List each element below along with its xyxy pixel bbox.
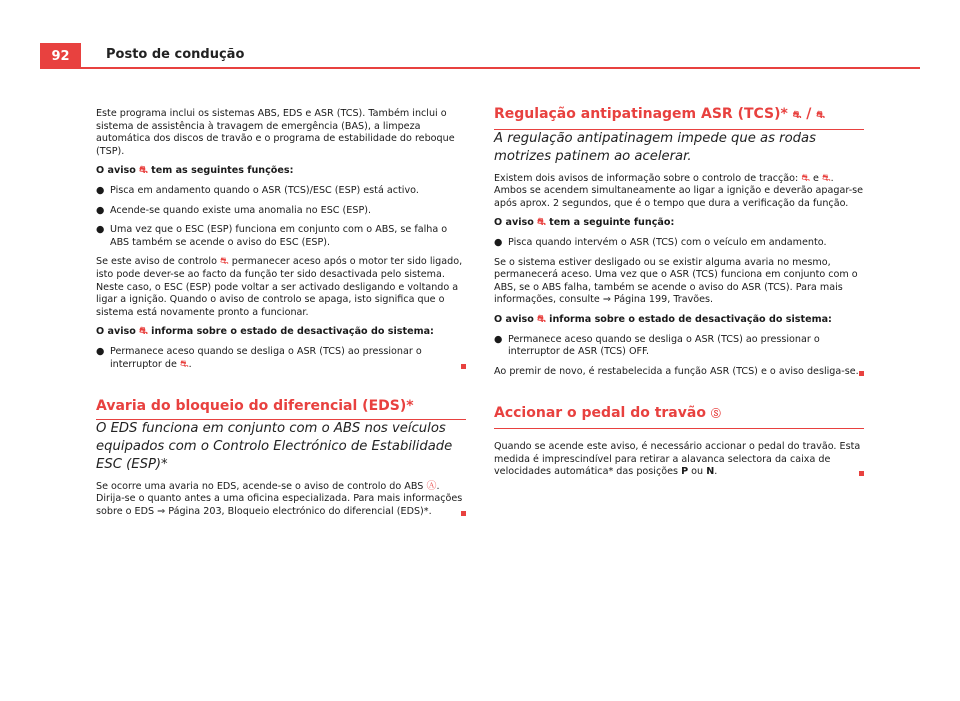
asr-paragraph-1: Existem dois avisos de informação sobre o controlo de tracção: ⛐ e ⛐. Ambos se acendem simultaneamente ao ligar a ignição e deverão apagar-se após aprox. 2 segundos, que é o tempo que dura a verificação da função. xyxy=(494,172,864,209)
functions-heading: O aviso ⛐ tem as seguintes funções: xyxy=(96,165,294,177)
asr-paragraph-3: Ao premir de novo, é restabelecida a função ASR (TCS) e o aviso desliga-se. xyxy=(494,366,864,379)
list-item: ● Pisca em andamento quando o ASR (TCS)/ESC (ESP) está activo. xyxy=(96,184,419,196)
section-title-brake: Accionar o pedal do travão Ⓢ xyxy=(494,407,864,429)
asr-off-icon: ⛐ xyxy=(816,110,825,121)
brake-paragraph: Quando se acende este aviso, é necessário accionar o pedal do travão. Esta medida é imprescindível para retirar a alavanca selectora da caixa de velocidades automática* das posições P ou N. xyxy=(494,441,864,479)
esc-warning-icon: ⛐ xyxy=(792,110,802,121)
end-mark xyxy=(859,371,864,376)
list-item: ● Permanece aceso quando se desliga o ASR (TCS) ao pressionar o interruptor de ASR (TCS) OFF. xyxy=(494,333,820,358)
end-mark xyxy=(461,511,466,516)
esc-warning-icon: ⛐ xyxy=(220,256,229,268)
control-paragraph: Se este aviso de controlo ⛐ permanecer aceso após o motor ter sido ligado, isto pode dever-se ao facto da função ter sido desactivada pelo sistema. Neste caso, o ESC (ESP) pode voltar a ser activado desligando e voltando a ligar a ignição. Quando o aviso de controlo se apaga, isto significa que o sistema está novamente pronto a funcionar. xyxy=(96,256,463,318)
end-mark xyxy=(461,364,466,369)
section-title-eds: Avaria do bloqueio do diferencial (EDS)* xyxy=(96,400,466,420)
off-heading: O aviso ⛐ informa sobre o estado de desactivação do sistema: xyxy=(96,326,434,338)
section-lead-eds: O EDS funciona em conjunto com o ABS nos veículos equipados com o Controlo Electrónico de Estabilidade ESC (ESP)* xyxy=(96,420,453,472)
esc-warning-icon: ⛐ xyxy=(139,165,148,177)
brake-pedal-icon: Ⓢ xyxy=(710,409,721,421)
asr-function-heading: O aviso ⛐ tem a seguinte função: xyxy=(494,217,675,229)
asr-off-icon: ⛐ xyxy=(537,313,546,325)
abs-icon: Ⓐ xyxy=(426,480,437,492)
esc-warning-icon: ⛐ xyxy=(537,217,546,229)
eds-paragraph: Se ocorre uma avaria no EDS, acende-se o aviso de controlo do ABS Ⓐ. Dirija-se o quanto antes a uma oficina especializada. Para mais informações sobre o EDS ⇒ Página 203, Bloqueio electrónico do diferencial (EDS)*. xyxy=(96,481,466,519)
list-item: ● Permanece aceso quando se desliga o ASR (TCS) ao pressionar o interruptor de ⛐. xyxy=(96,346,466,371)
right-column xyxy=(494,108,864,486)
section-lead-asr: A regulação antipatinagem impede que as rodas motrizes patinem ao acelerar. xyxy=(494,130,816,164)
left-column xyxy=(96,108,466,525)
esc-warning-icon: ⛐ xyxy=(801,172,810,184)
header-rule xyxy=(81,67,920,69)
list-item: ● Pisca quando intervém o ASR (TCS) com o veículo em andamento. xyxy=(494,236,827,248)
asr-paragraph-2: Se o sistema estiver desligado ou se existir alguma avaria no mesmo, permanecerá aceso. Uma vez que o ASR (TCS) funciona em conjunto com o ABS, se o ABS falha, também se acende o aviso do ASR (TCS). Para mais informações, consulte ⇒ Página 199, Travões. xyxy=(494,256,858,306)
page-header xyxy=(40,43,920,69)
page-title: Posto de condução xyxy=(106,47,245,62)
list-item: ● Acende-se quando existe uma anomalia no ESC (ESP). xyxy=(96,204,372,216)
asr-off-icon: ⛐ xyxy=(139,326,148,338)
asr-off-heading: O aviso ⛐ informa sobre o estado de desactivação do sistema: xyxy=(494,313,832,325)
intro-paragraph: Este programa inclui os sistemas ABS, EDS e ASR (TCS). Também inclui o sistema de assistência à travagem de emergência (BAS), a limpeza automática dos discos de travão e o programa de estabilidade do reboque (TSP). xyxy=(96,108,455,157)
end-mark xyxy=(859,471,864,476)
list-item: ● Uma vez que o ESC (ESP) funciona em conjunto com o ABS, se falha o ABS também se acende o aviso do ESC (ESP). xyxy=(96,224,448,248)
asr-off-icon: ⛐ xyxy=(822,172,831,184)
asr-off-icon: ⛐ xyxy=(179,358,189,370)
page-number: 92 xyxy=(40,43,81,69)
section-title-asr: Regulação antipatinagem ASR (TCS)* ⛐ / ⛐ xyxy=(494,108,864,130)
